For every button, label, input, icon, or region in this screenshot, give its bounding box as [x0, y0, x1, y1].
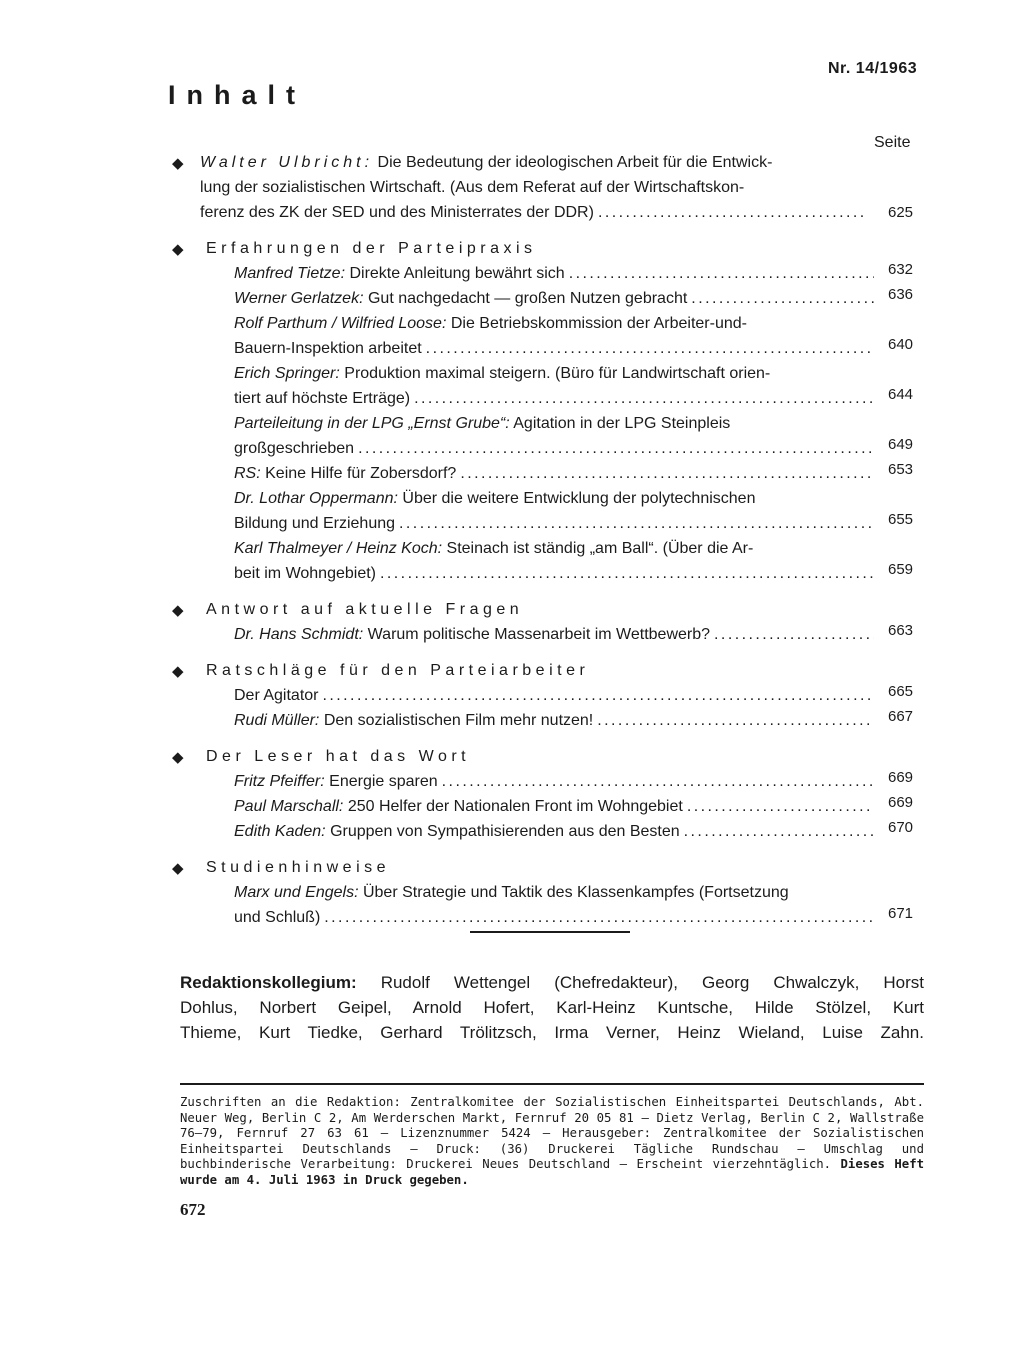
entry-author: Dr. Hans Schmidt: — [234, 626, 364, 643]
dot-leader — [598, 200, 868, 225]
page-ref: 667 — [888, 708, 914, 725]
page-ref: 659 — [888, 561, 914, 578]
toc-section — [172, 855, 924, 930]
page-ref: 669 — [888, 769, 914, 786]
lead-title-line3: ferenz des ZK der SED und des Ministerrates der DDR) — [200, 204, 594, 221]
lead-title-line1: Die Bedeutung der ideologischen Arbeit für die Entwick- — [377, 154, 773, 171]
editorial-board-line3: Thieme, Kurt Tiedke, Gerhard Trölitzsch, Irma Verner, Heinz Wieland, Luise Zahn. — [180, 1023, 924, 1042]
dot-leader — [414, 386, 874, 411]
toc-entry — [172, 461, 914, 486]
entry-author: Edith Kaden: — [234, 823, 326, 840]
toc-entry — [172, 794, 914, 819]
entry-author: Rudi Müller: — [234, 712, 320, 729]
editorial-board-label: Redaktionskollegium: — [180, 973, 357, 992]
dot-leader — [569, 261, 874, 286]
dot-leader — [358, 436, 874, 461]
imprint — [180, 1095, 924, 1188]
entry-author: Erich Springer: — [234, 365, 340, 382]
imprint-text: Zuschriften an die Redaktion: Zentralkomitee der Sozialistischen Einheitspartei Deutschlands, Abt. Neuer Weg, Berlin C 2, Am Werderschen Markt, Fernruf 20 05 81 — Dietz Verlag, Berlin C 2, Wallstraße 76—79, Fernruf 27 63 61 — Lizenznummer 5424 — Herausgeber: Zentralkomitee der Sozialistischen Einheitspartei Deutschlands — Druck: (36) Druckerei Tägliche Rundschau — Umschlag und buchbinderische Verarbeitung: Druckerei Neues Deutschland — Erscheint vierzehntäglich. — [180, 1095, 924, 1171]
toc-section — [172, 744, 924, 844]
entry-title-cont: Bauern-Inspektion arbeitet — [234, 340, 422, 357]
entry-title-cont: Bildung und Erziehung — [234, 515, 396, 532]
lead-title-line2: lung der sozialistischen Wirtschaft. (Aus dem Referat auf der Wirtschaftskon- — [200, 179, 745, 196]
dot-leader — [691, 286, 874, 311]
entry-author: Fritz Pfeiffer: — [234, 773, 325, 790]
entry-title: Gruppen von Sympathisierenden aus den Besten — [330, 823, 680, 840]
diamond-bullet-icon: ◆ — [172, 241, 184, 258]
toc-entry — [172, 683, 914, 708]
toc-entry — [172, 708, 914, 733]
entry-title: Energie sparen — [329, 773, 438, 790]
entry-author: Parteileitung in der LPG „Ernst Grube“: — [234, 415, 510, 432]
entry-author: Paul Marschall: — [234, 798, 344, 815]
dot-leader — [324, 905, 874, 930]
section-heading: Studienhinweise — [206, 859, 391, 876]
toc-entry — [172, 769, 914, 794]
dot-leader — [322, 683, 874, 708]
page-ref: 665 — [888, 683, 914, 700]
entry-title: Über Strategie und Taktik des Klassenkampfes (Fortsetzung — [362, 884, 789, 901]
diamond-bullet-icon: ◆ — [172, 602, 184, 619]
dot-leader — [399, 511, 874, 536]
section-heading: Erfahrungen der Parteipraxis — [206, 240, 537, 257]
page-ref: 655 — [888, 511, 914, 528]
toc-entry — [172, 311, 914, 361]
page-ref: 663 — [888, 622, 914, 639]
page-ref: 653 — [888, 461, 914, 478]
entry-title-cont: und Schluß) — [234, 909, 321, 926]
page-ref: 669 — [888, 794, 914, 811]
page-ref: 625 — [888, 204, 914, 221]
divider-rule — [470, 931, 630, 933]
page-ref: 649 — [888, 436, 914, 453]
diamond-bullet-icon: ◆ — [172, 860, 184, 877]
toc-entry — [172, 261, 914, 286]
entry-title: Über die weitere Entwicklung der polytechnischen — [402, 490, 756, 507]
entry-author: RS: — [234, 465, 261, 482]
section-heading: Ratschläge für den Parteiarbeiter — [206, 662, 590, 679]
editorial-board-line2: Dohlus, Norbert Geipel, Arnold Hofert, Karl-Heinz Kuntsche, Hilde Stölzel, Kurt — [180, 998, 924, 1017]
lead-author: Walter Ulbricht: — [200, 154, 374, 171]
entry-title: Den sozialistischen Film mehr nutzen! — [323, 712, 594, 729]
page-ref: 632 — [888, 261, 914, 278]
imprint-print-date: Dieses Heft wurde am 4. Juli 1963 in Druck gegeben. — [180, 1157, 925, 1187]
toc-entry — [172, 286, 914, 311]
entry-title: Gut nachgedacht — großen Nutzen gebracht — [367, 290, 688, 307]
entry-title: Keine Hilfe für Zobersdorf? — [265, 465, 457, 482]
entry-title-cont: tiert auf höchste Erträge) — [234, 390, 411, 407]
entry-author: Manfred Tietze: — [234, 265, 346, 282]
page-ref: 670 — [888, 819, 914, 836]
toc-entry — [172, 486, 914, 536]
diamond-bullet-icon: ◆ — [172, 749, 184, 766]
entry-author: Marx und Engels: — [234, 884, 359, 901]
toc-entry — [172, 411, 914, 461]
page-ref: 644 — [888, 386, 914, 403]
dot-leader — [597, 708, 874, 733]
entry-author: Rolf Parthum / Wilfried Loose: — [234, 315, 447, 332]
toc-entry — [172, 880, 914, 930]
toc-section — [172, 236, 924, 586]
entry-title: Die Betriebskommission der Arbeiter-und- — [450, 315, 747, 332]
toc-entry — [172, 819, 914, 844]
entry-author: Dr. Lothar Oppermann: — [234, 490, 398, 507]
page-ref: 640 — [888, 336, 914, 353]
entry-title: Produktion maximal steigern. (Büro für Landwirtschaft orien- — [344, 365, 771, 382]
entry-title: Agitation in der LPG Steinpleis — [513, 415, 731, 432]
diamond-bullet-icon: ◆ — [172, 663, 184, 680]
page-ref: 671 — [888, 905, 914, 922]
toc-entry — [172, 536, 914, 586]
editorial-board — [180, 970, 924, 1045]
footer-rule — [180, 1083, 924, 1085]
entry-author: Werner Gerlatzek: — [234, 290, 364, 307]
table-of-contents — [172, 150, 924, 941]
section-heading: Der Leser hat das Wort — [206, 748, 471, 765]
editorial-board-line1: Rudolf Wettengel (Chefredakteur), Georg Chwalczyk, Horst — [380, 973, 924, 992]
toc-section — [172, 597, 924, 647]
toc-entry — [172, 622, 914, 647]
page-column-label: Seite — [874, 134, 911, 151]
page-ref: 636 — [888, 286, 914, 303]
toc-lead-article — [172, 150, 924, 225]
dot-leader — [380, 561, 874, 586]
toc-section — [172, 658, 924, 733]
section-heading: Antwort auf aktuelle Fragen — [206, 601, 524, 618]
entry-title: 250 Helfer der Nationalen Front im Wohngebiet — [347, 798, 683, 815]
toc-entry — [172, 361, 914, 411]
dot-leader — [714, 622, 874, 647]
entry-author: Karl Thalmeyer / Heinz Koch: — [234, 540, 443, 557]
dot-leader — [442, 769, 874, 794]
page-number: 672 — [180, 1200, 206, 1219]
dot-leader — [460, 461, 874, 486]
entry-title: Der Agitator — [234, 687, 319, 704]
dot-leader — [426, 336, 874, 361]
diamond-bullet-icon: ◆ — [172, 155, 184, 172]
entry-title: Steinach ist ständig „am Ball“. (Über die Ar- — [446, 540, 754, 557]
entry-title-cont: großgeschrieben — [234, 440, 355, 457]
issue-number: Nr. 14/1963 — [828, 60, 918, 77]
entry-title-cont: beit im Wohngebiet) — [234, 565, 376, 582]
page-title: Inhalt — [168, 80, 306, 110]
entry-title: Direkte Anleitung bewährt sich — [349, 265, 565, 282]
dot-leader — [687, 794, 874, 819]
dot-leader — [684, 819, 874, 844]
entry-title: Warum politische Massenarbeit im Wettbewerb? — [367, 626, 711, 643]
